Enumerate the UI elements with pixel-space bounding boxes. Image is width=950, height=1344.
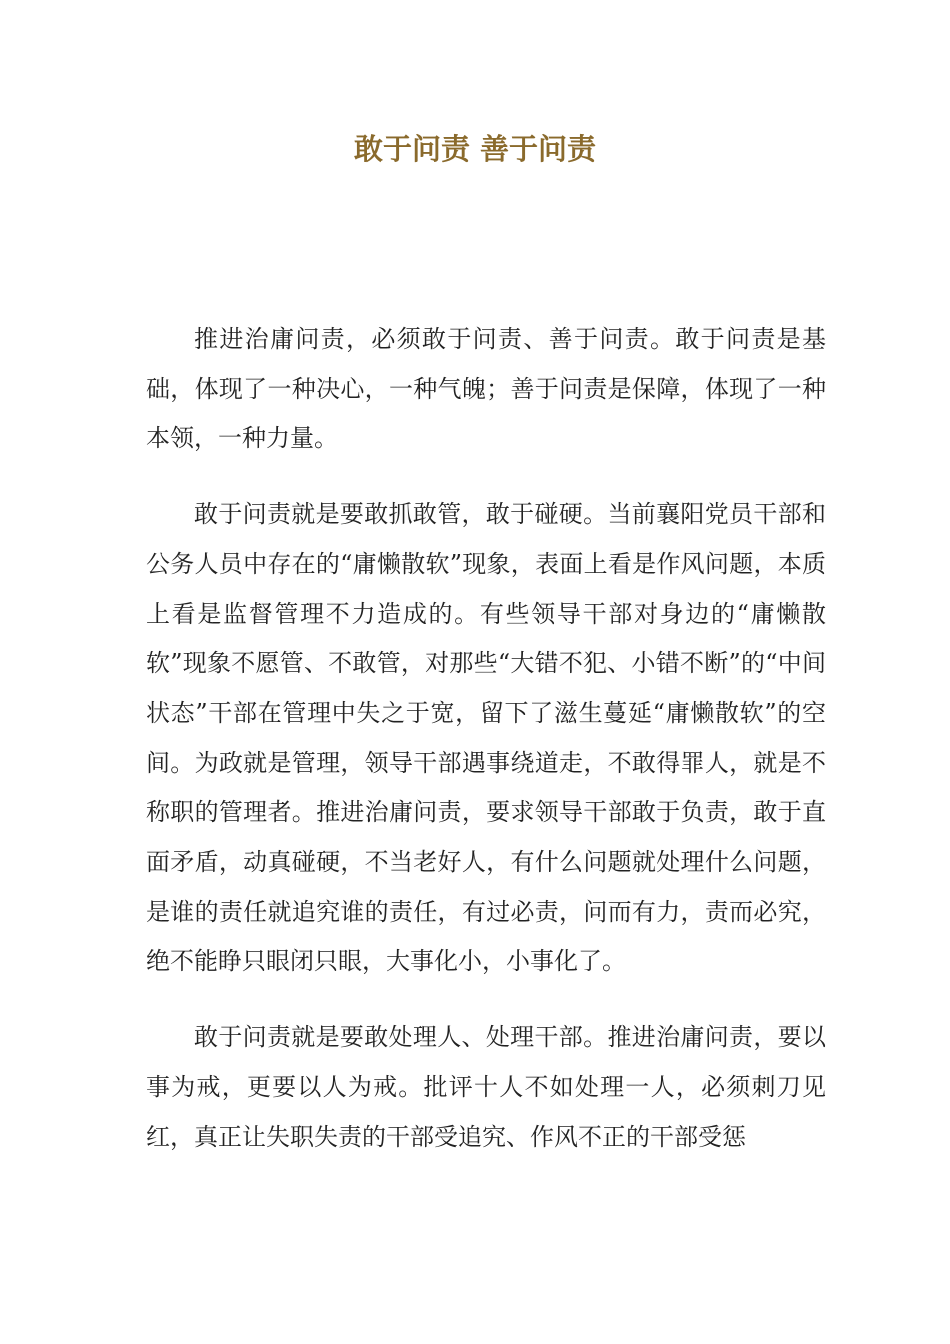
paragraph: 敢于问责就是要敢抓敢管，敢于碰硬。当前襄阳党员干部和公务人员中存在的“庸懒散软”现象，表面上看是作风问题，本质上看是监督管理不力造成的。有些领导干部对身边的“庸懒散软”现象不愿管、不敢管，对那些“大错不犯、小错不断”的“中间状态”干部在管理中失之于宽，留下了滋生蔓延“庸懒散软”的空间。为政就是管理，领导干部遇事绕道走，不敢得罪人，就是不称职的管理者。推进治庸问责，要求领导干部敢于负责，敢于直面矛盾，动真碰硬，不当老好人，有什么问题就处理什么问题，是谁的责任就追究谁的责任，有过必责，问而有力，责而必究，绝不能睁只眼闭只眼，大事化小，小事化了。 xyxy=(146,500,826,976)
paragraph: 推进治庸问责，必须敢于问责、善于问责。敢于问责是基础，体现了一种决心，一种气魄；善于问责是保障，体现了一种本领，一种力量。 xyxy=(146,325,826,453)
document-body xyxy=(146,315,826,1188)
document-title: 敢于问责 善于问责 xyxy=(353,132,597,166)
paragraph: 敢于问责就是要敢处理人、处理干部。推进治庸问责，要以事为戒，更要以人为戒。批评十人不如处理一人，必须刺刀见红，真正让失职失责的干部受追究、作风不正的干部受惩 xyxy=(146,1023,826,1151)
